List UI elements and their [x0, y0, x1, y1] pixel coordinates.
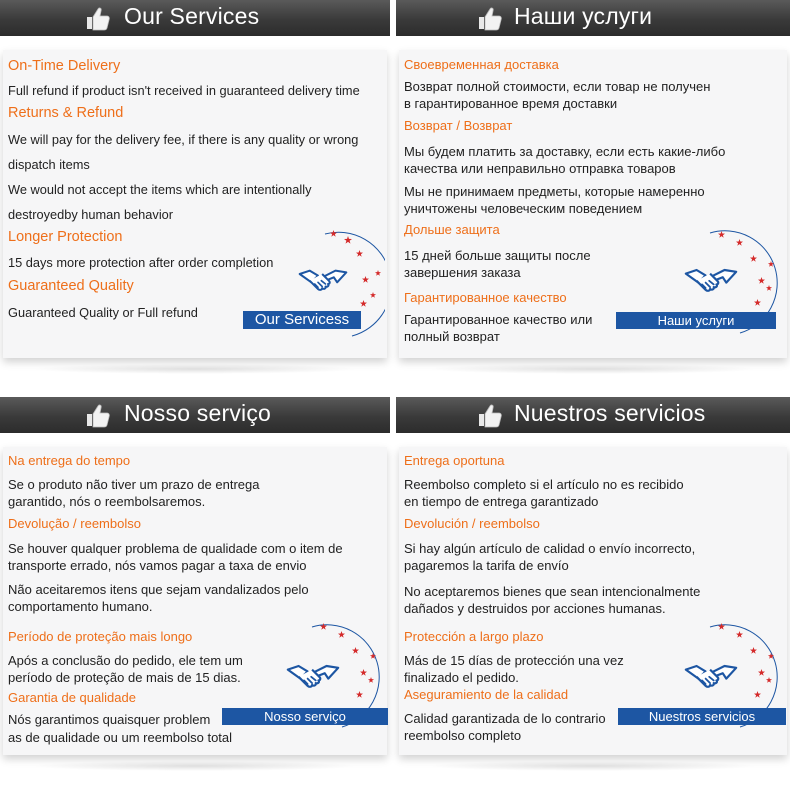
item-text: finalizado el pedido.	[404, 670, 519, 685]
item-heading: Returns & Refund	[8, 105, 124, 121]
item-text: Se houver qualquer problema de qualidade com o item de	[8, 541, 343, 556]
item-text: dispatch items	[8, 157, 90, 172]
item-text: dañados y destruidos por acciones humanas.	[404, 601, 666, 616]
item-heading: Devolução / reembolso	[8, 516, 141, 531]
item-text: Más de 15 días de protección una vez	[404, 653, 624, 668]
item-text: No aceptaremos bienes que sean intencionalmente	[404, 584, 701, 599]
item-text: transporte errado, nós vamos pagar a taxa de envio	[8, 558, 307, 573]
item-text: as de qualidade ou um reembolso total	[8, 730, 233, 745]
handshake-icon	[684, 261, 738, 297]
item-text: полный возврат	[404, 329, 500, 344]
item-text: уничтожены человеческим поведением	[404, 201, 643, 216]
panel-russian	[396, 0, 790, 393]
thumbs-up-icon	[84, 4, 112, 32]
service-badge: Nosso serviço	[222, 708, 388, 725]
item-text: período de proteção de mais de 15 dias.	[8, 670, 241, 685]
item-text: Nós garantimos quaisquer problem	[8, 712, 211, 727]
item-heading: Protección a largo plazo	[404, 629, 544, 644]
panel-header	[0, 397, 390, 433]
item-heading: Devolución / reembolso	[404, 516, 540, 531]
item-text: 15 days more protection after order completion	[8, 255, 274, 270]
item-text: 15 дней больше защиты после	[404, 248, 591, 263]
item-text: Calidad garantizada de lo contrario	[404, 711, 606, 726]
service-badge: Наши услуги	[616, 312, 776, 329]
panel-english	[0, 0, 390, 393]
service-badge: Nuestros servicios	[618, 708, 786, 725]
item-heading: On-Time Delivery	[8, 58, 121, 74]
item-heading: Возврат / Возврат	[404, 118, 513, 133]
panel-title: Our Services	[124, 3, 260, 29]
item-text: Full refund if product isn't received in guaranteed delivery time	[8, 83, 360, 98]
card-shadow	[426, 761, 760, 771]
panel-spanish	[396, 397, 790, 790]
item-heading: Aseguramiento de la calidad	[404, 687, 569, 702]
item-heading: Longer Protection	[8, 229, 123, 245]
item-text: Возврат полной стоимости, если товар не получен	[404, 79, 711, 94]
item-text: Se o produto não tiver um prazo de entrega	[8, 477, 260, 492]
thumbs-up-icon	[84, 401, 112, 429]
item-text: Após a conclusão do pedido, ele tem um	[8, 653, 243, 668]
thumbs-up-icon	[476, 4, 504, 32]
item-text: Não aceitaremos itens que sejam vandalizados pelo	[8, 582, 309, 597]
item-heading: Entrega oportuna	[404, 453, 505, 468]
item-text: Гарантированное качество или	[404, 312, 593, 327]
item-text: Мы будем платить за доставку, если есть какие-либо	[404, 144, 726, 159]
panel-header	[396, 397, 790, 433]
item-text: качества или неправильно отправка товаров	[404, 161, 676, 176]
card-shadow	[30, 761, 360, 771]
panel-header	[396, 0, 790, 36]
item-heading: Garantia de qualidade	[8, 690, 136, 705]
item-text: reembolso completo	[404, 728, 522, 743]
item-text: garantido, nós o reembolsaremos.	[8, 494, 206, 509]
item-heading: Guaranteed Quality	[8, 278, 134, 294]
item-text: destroyedby human behavior	[8, 207, 174, 222]
item-heading: Своевременная доставка	[404, 57, 559, 72]
item-text: Guaranteed Quality or Full refund	[8, 305, 198, 320]
card-shadow	[30, 364, 360, 374]
item-text: Мы не принимаем предметы, которые намеренно	[404, 184, 705, 199]
item-text: Si hay algún artículo de calidad o envío incorrecto,	[404, 541, 696, 556]
item-text: в гарантированное время доставки	[404, 96, 618, 111]
service-badge: Our Servicess	[243, 311, 361, 329]
thumbs-up-icon	[476, 401, 504, 429]
item-heading: Na entrega do tempo	[8, 453, 131, 468]
item-text: en tiempo de entrega garantizado	[404, 494, 599, 509]
item-heading: Гарантированное качество	[404, 290, 567, 305]
panel-title: Nosso serviço	[124, 400, 272, 426]
item-text: завершения заказа	[404, 265, 521, 280]
handshake-icon	[684, 657, 738, 693]
handshake-icon	[298, 262, 348, 296]
item-text: comportamento humano.	[8, 599, 153, 614]
panel-title: Nuestros servicios	[514, 400, 706, 426]
panel-header	[0, 0, 390, 36]
panel-title: Наши услуги	[514, 3, 653, 29]
item-text: We will pay for the delivery fee, if there is any quality or wrong	[8, 132, 359, 147]
card-shadow	[426, 364, 760, 374]
handshake-icon	[286, 657, 340, 693]
panel-portuguese	[0, 397, 390, 790]
item-text: Reembolso completo si el artículo no es recibido	[404, 477, 684, 492]
item-text: pagaremos la tarifa de envío	[404, 558, 569, 573]
item-heading: Período de proteção mais longo	[8, 629, 193, 644]
item-text: We would not accept the items which are intentionally	[8, 182, 312, 197]
item-heading: Дольше защита	[404, 222, 500, 237]
